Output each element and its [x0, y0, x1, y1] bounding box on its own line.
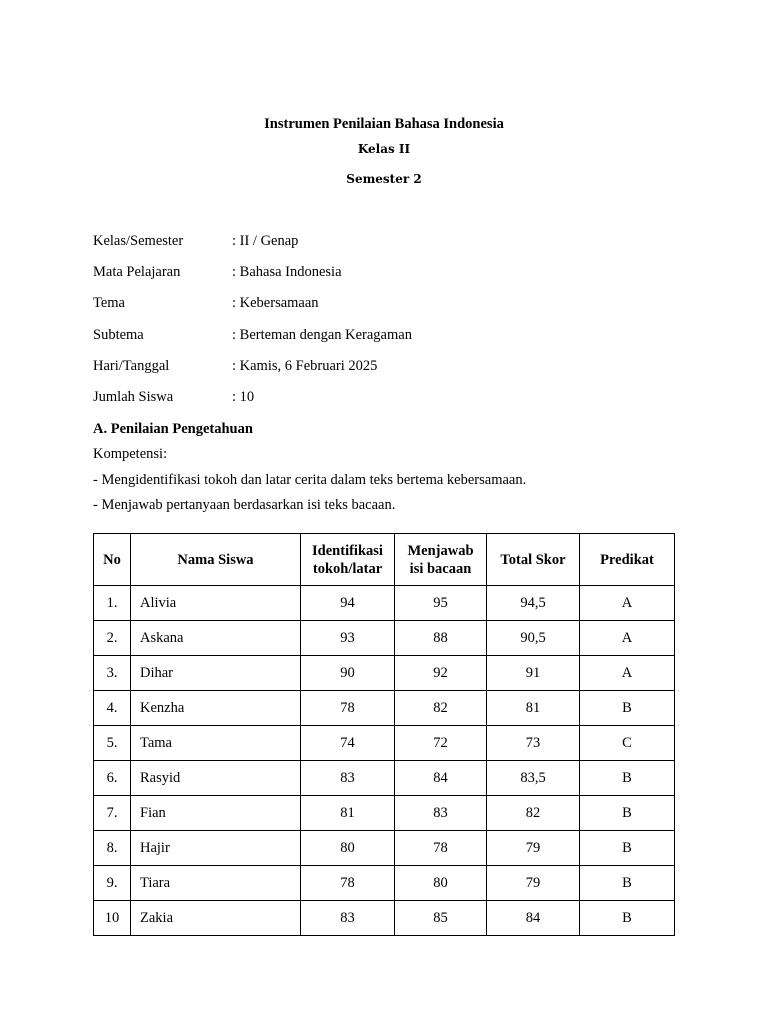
header-nama-siswa: Nama Siswa — [131, 534, 301, 586]
cell-identifikasi: 93 — [301, 621, 395, 656]
cell-total: 73 — [487, 726, 580, 761]
kompetensi-item: - Mengidentifikasi tokoh dan latar cerita dalam teks bertema kebersamaan. — [93, 472, 527, 488]
cell-predikat: B — [580, 691, 675, 726]
cell-nama: Dihar — [131, 656, 301, 691]
cell-no: 10 — [94, 901, 131, 936]
header-menjawab-line1: Menjawab — [407, 542, 474, 559]
cell-total: 83,5 — [487, 761, 580, 796]
cell-predikat: B — [580, 796, 675, 831]
cell-no: 8. — [94, 831, 131, 866]
info-value: : Kamis, 6 Februari 2025 — [232, 358, 378, 374]
cell-no: 7. — [94, 796, 131, 831]
cell-no: 1. — [94, 586, 131, 621]
info-value: : Kebersamaan — [232, 295, 319, 311]
cell-total: 82 — [487, 796, 580, 831]
info-label: Mata Pelajaran — [93, 264, 181, 280]
table-row — [94, 726, 675, 761]
cell-nama: Tiara — [131, 866, 301, 901]
cell-no: 5. — [94, 726, 131, 761]
table-row — [94, 796, 675, 831]
cell-total: 84 — [487, 901, 580, 936]
cell-identifikasi: 78 — [301, 866, 395, 901]
header-identifikasi-line2: tokoh/latar — [312, 560, 383, 577]
cell-no: 9. — [94, 866, 131, 901]
cell-total: 79 — [487, 831, 580, 866]
header-total-skor: Total Skor — [487, 534, 580, 586]
table-row — [94, 901, 675, 936]
cell-nama: Askana — [131, 621, 301, 656]
header-predikat: Predikat — [580, 534, 675, 586]
cell-menjawab: 78 — [395, 831, 487, 866]
info-label: Tema — [93, 295, 125, 311]
info-label: Kelas/Semester — [93, 233, 184, 249]
cell-menjawab: 95 — [395, 586, 487, 621]
table-header-row — [94, 534, 675, 586]
table-row — [94, 656, 675, 691]
cell-identifikasi: 78 — [301, 691, 395, 726]
document-title: Instrumen Penilaian Bahasa Indonesia — [264, 116, 504, 132]
cell-menjawab: 80 — [395, 866, 487, 901]
table-row — [94, 866, 675, 901]
cell-total: 90,5 — [487, 621, 580, 656]
table-row — [94, 586, 675, 621]
cell-no: 6. — [94, 761, 131, 796]
info-value: : Berteman dengan Keragaman — [232, 327, 412, 343]
cell-predikat: B — [580, 866, 675, 901]
cell-menjawab: 72 — [395, 726, 487, 761]
cell-no: 3. — [94, 656, 131, 691]
cell-identifikasi: 90 — [301, 656, 395, 691]
cell-nama: Tama — [131, 726, 301, 761]
cell-total: 79 — [487, 866, 580, 901]
cell-menjawab: 88 — [395, 621, 487, 656]
cell-identifikasi: 80 — [301, 831, 395, 866]
semester-subtitle: Semester 2 — [346, 172, 422, 186]
cell-predikat: C — [580, 726, 675, 761]
kompetensi-item: - Menjawab pertanyaan berdasarkan isi teks bacaan. — [93, 497, 396, 513]
info-value: : II / Genap — [232, 233, 299, 249]
header-menjawab — [395, 534, 487, 586]
header-menjawab-line2: isi bacaan — [409, 560, 472, 577]
info-value: : 10 — [232, 389, 255, 405]
cell-identifikasi: 74 — [301, 726, 395, 761]
section-heading: A. Penilaian Pengetahuan — [93, 421, 253, 437]
table-row — [94, 761, 675, 796]
cell-identifikasi: 94 — [301, 586, 395, 621]
cell-predikat: A — [580, 621, 675, 656]
info-label: Subtema — [93, 327, 144, 343]
cell-nama: Zakia — [131, 901, 301, 936]
cell-predikat: B — [580, 761, 675, 796]
cell-nama: Rasyid — [131, 761, 301, 796]
header-identifikasi-line1: Identifikasi — [312, 542, 383, 559]
cell-total: 94,5 — [487, 586, 580, 621]
cell-predikat: A — [580, 586, 675, 621]
cell-nama: Fian — [131, 796, 301, 831]
info-label: Jumlah Siswa — [93, 389, 174, 405]
header-no: No — [94, 534, 131, 586]
header-identifikasi — [301, 534, 395, 586]
cell-no: 2. — [94, 621, 131, 656]
cell-identifikasi: 83 — [301, 901, 395, 936]
table-row — [94, 691, 675, 726]
cell-menjawab: 85 — [395, 901, 487, 936]
info-label: Hari/Tanggal — [93, 358, 170, 374]
cell-total: 81 — [487, 691, 580, 726]
cell-menjawab: 92 — [395, 656, 487, 691]
cell-nama: Hajir — [131, 831, 301, 866]
table-row — [94, 831, 675, 866]
score-table — [93, 533, 675, 936]
cell-identifikasi: 83 — [301, 761, 395, 796]
cell-predikat: B — [580, 831, 675, 866]
cell-menjawab: 82 — [395, 691, 487, 726]
cell-predikat: A — [580, 656, 675, 691]
cell-predikat: B — [580, 901, 675, 936]
info-value: : Bahasa Indonesia — [232, 264, 342, 280]
cell-nama: Alivia — [131, 586, 301, 621]
cell-menjawab: 83 — [395, 796, 487, 831]
cell-no: 4. — [94, 691, 131, 726]
class-subtitle: Kelas II — [357, 142, 411, 156]
cell-menjawab: 84 — [395, 761, 487, 796]
kompetensi-label: Kompetensi: — [93, 446, 168, 462]
table-row — [94, 621, 675, 656]
cell-total: 91 — [487, 656, 580, 691]
cell-nama: Kenzha — [131, 691, 301, 726]
cell-identifikasi: 81 — [301, 796, 395, 831]
